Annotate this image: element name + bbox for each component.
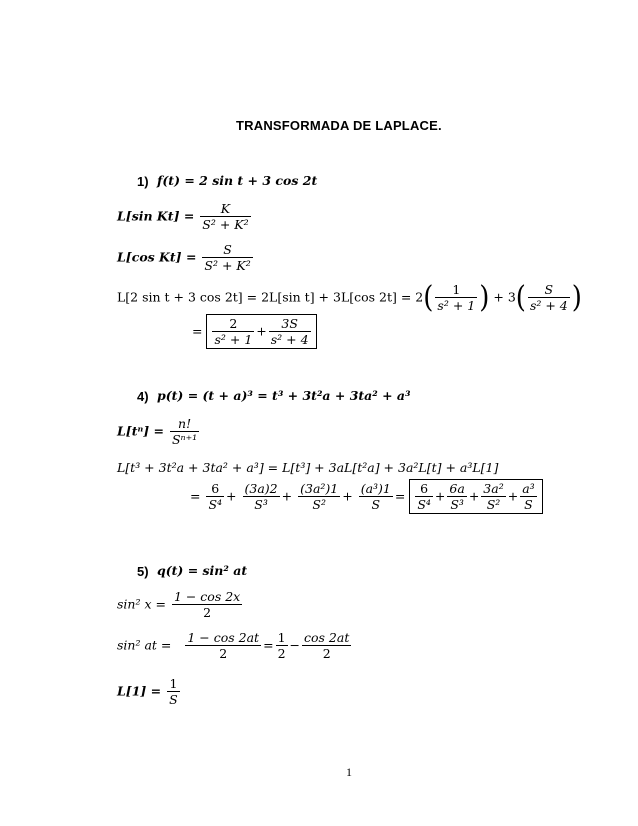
result-fraction-1 <box>212 316 254 347</box>
exercise-4-result-box <box>409 479 542 514</box>
fraction-numerator: (3a)2 <box>244 481 278 496</box>
exercise-5-function: q(t) = sin² at <box>157 563 248 578</box>
fraction-denominator: S⁴ <box>417 497 431 512</box>
fraction-numerator: 1 − cos 2x <box>173 589 241 604</box>
result-term <box>447 481 466 512</box>
cos-transform-fraction <box>202 242 252 273</box>
exercise-1-step-fraction-2 <box>528 282 570 313</box>
fraction-numerator: a³ <box>522 481 535 496</box>
identity-fraction <box>172 589 242 620</box>
split-fraction-2 <box>302 630 351 661</box>
result-term <box>481 481 505 512</box>
fraction-denominator: s² + 4 <box>270 332 309 347</box>
fraction-numerator: 6 <box>415 481 433 497</box>
cos-transform-denominator: S² + K² <box>204 258 251 273</box>
sin-transform-lhs: L[sin Kt] = <box>117 208 195 224</box>
fraction-denominator: 2 <box>277 646 286 661</box>
exercise-1-step-lhs: L[2 sin t + 3 cos 2t] = 2L[sin t] + 3L[cos 2t] = 2 <box>117 289 424 305</box>
exercise-4-label: 4) <box>137 389 149 404</box>
expansion-term <box>298 481 340 512</box>
fraction-denominator: S <box>371 497 381 512</box>
plus-sign: + <box>281 488 293 504</box>
fraction-denominator: S³ <box>254 497 268 512</box>
fraction-denominator: s² + 1 <box>437 298 476 313</box>
plus-sign: + <box>468 488 480 504</box>
exercise-4-step: L[t³ + 3t²a + 3ta² + a³] = L[t³] + 3aL[t²a] + 3a²L[t] + a³L[1] <box>117 460 499 475</box>
fraction-denominator: s² + 1 <box>214 332 253 347</box>
result-term <box>520 481 536 512</box>
fraction-numerator: (a³)1 <box>360 481 391 496</box>
fraction-denominator: S² <box>486 497 501 512</box>
fraction-numerator: 6a <box>449 481 465 496</box>
sin-squared-applied <box>117 630 353 661</box>
unit-transform-lhs: L[1] = <box>117 683 162 699</box>
exercise-1-function: f(t) = 2 sin t + 3 cos 2t <box>157 173 318 188</box>
fraction-denominator: S <box>524 497 533 512</box>
unit-transform-formula <box>117 676 182 707</box>
power-transform-lhs: L[tⁿ] = <box>117 423 164 439</box>
equals-sign: = <box>394 488 406 504</box>
expansion-term <box>359 481 393 512</box>
exercise-1-step <box>117 282 582 313</box>
sin-transform-fraction <box>200 201 250 232</box>
exercise-1-result <box>192 314 317 349</box>
sin-squared-identity <box>117 589 244 620</box>
applied-lhs: sin² at = <box>117 637 172 653</box>
close-paren: ) <box>479 280 490 315</box>
fraction-numerator: 1 <box>167 676 180 692</box>
equals-sign: = <box>263 637 274 653</box>
plus-sign: + <box>434 488 446 504</box>
result-term <box>415 481 433 512</box>
exercise-1-result-box <box>206 314 316 349</box>
exercise-4-function: p(t) = (t + a)³ = t³ + 3t²a + 3ta² + a³ <box>157 388 411 403</box>
page-title: TRANSFORMADA DE LAPLACE. <box>236 118 442 133</box>
open-paren: ( <box>515 280 526 315</box>
applied-fraction <box>185 630 261 661</box>
expansion-term <box>243 481 280 512</box>
exercise-1-step-fraction-1 <box>435 282 477 313</box>
fraction-denominator: 2 <box>322 646 331 661</box>
fraction-numerator: 1 <box>435 282 477 298</box>
result-fraction-2 <box>269 316 311 347</box>
fraction-numerator: 1 − cos 2at <box>187 630 260 645</box>
fraction-denominator: s² + 4 <box>529 298 568 313</box>
sin-transform-numerator: K <box>200 201 250 217</box>
equals-sign: = <box>192 323 203 339</box>
fraction-denominator: S² <box>312 497 326 512</box>
fraction-numerator: (3a²)1 <box>300 481 339 496</box>
fraction-denominator: 2 <box>219 646 228 661</box>
minus-sign: − <box>289 637 300 653</box>
fraction-numerator: S <box>528 282 570 298</box>
exercise-4-expansion <box>190 479 543 514</box>
power-transform-fraction <box>170 416 199 447</box>
page-number: 1 <box>346 765 352 779</box>
exercise-1-step-mid: + 3 <box>493 289 516 305</box>
split-fraction-1 <box>276 630 288 661</box>
plus-sign: + <box>226 488 237 504</box>
sin-transform-denominator: S² + K² <box>202 217 249 232</box>
exercise-5-label: 5) <box>137 564 149 579</box>
fraction-denominator: S³ <box>450 497 464 512</box>
fraction-numerator: 1 <box>277 630 286 645</box>
fraction-denominator: S <box>169 692 178 707</box>
fraction-numerator: 6 <box>206 481 224 497</box>
power-transform-formula <box>117 416 201 447</box>
cos-transform-lhs: L[cos Kt] = <box>117 249 197 265</box>
fraction-denominator: S⁴ <box>208 497 223 512</box>
fraction-numerator: cos 2at <box>304 630 350 645</box>
plus-sign: + <box>256 323 267 339</box>
fraction-numerator: 3S <box>269 316 311 332</box>
sin-transform-formula <box>117 201 253 232</box>
open-paren: ( <box>423 280 434 315</box>
fraction-denominator: 2 <box>203 605 212 620</box>
identity-lhs: sin² x = <box>117 596 166 612</box>
equals-sign: = <box>190 488 201 504</box>
plus-sign: + <box>342 488 353 504</box>
fraction-numerator: 3a² <box>483 481 504 496</box>
power-transform-numerator: n! <box>170 416 199 432</box>
cos-transform-numerator: S <box>202 242 252 258</box>
cos-transform-formula <box>117 242 255 273</box>
plus-sign: + <box>507 488 519 504</box>
fraction-numerator: 2 <box>212 316 254 332</box>
expansion-term <box>206 481 224 512</box>
power-transform-denominator: Sⁿ⁺¹ <box>171 432 198 447</box>
exercise-1-label: 1) <box>137 174 149 189</box>
unit-transform-fraction <box>167 676 180 707</box>
close-paren: ) <box>571 280 582 315</box>
